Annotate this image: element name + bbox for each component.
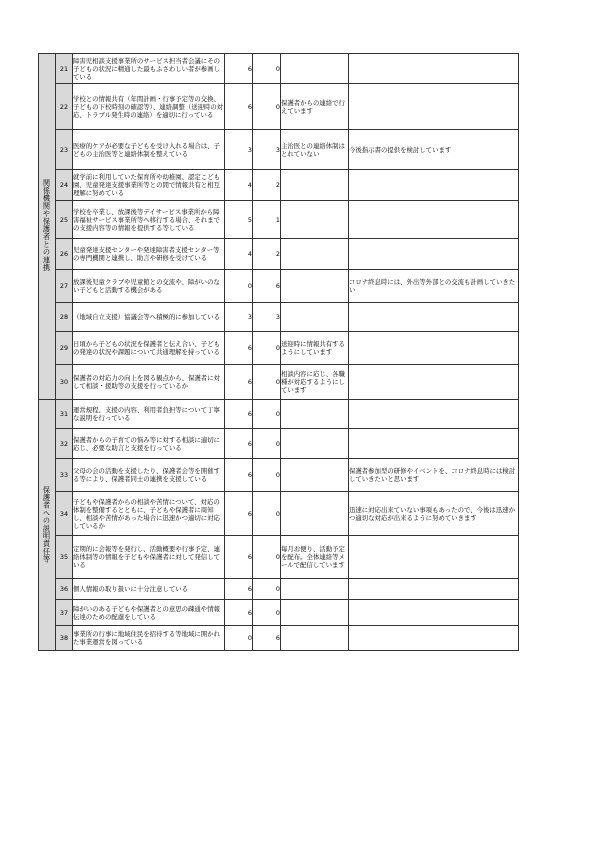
item-text: 就学前に利用していた保育所や幼稚園、認定こども園、児童発達支援事業所等との間で情報共有と相互理解に努めている bbox=[73, 170, 225, 201]
item-text: 事業所の行事に地域住民を招待する等地域に開かれた事業運営を図っている bbox=[73, 626, 225, 651]
note-text bbox=[281, 239, 349, 270]
note-text bbox=[281, 400, 349, 429]
table-row bbox=[39, 84, 519, 130]
yes-count: 0 bbox=[225, 270, 253, 303]
no-count: 0 bbox=[253, 579, 281, 600]
yes-count: 6 bbox=[225, 459, 253, 492]
item-text: 運営規程、支援の内容、利用者負担等について丁寧な説明を行っている bbox=[73, 400, 225, 429]
table-row bbox=[39, 303, 519, 332]
category-cell bbox=[39, 400, 56, 651]
item-number: 28 bbox=[56, 303, 73, 332]
no-count: 0 bbox=[253, 54, 281, 84]
table-row bbox=[39, 170, 519, 201]
no-count: 0 bbox=[253, 400, 281, 429]
yes-count: 5 bbox=[225, 201, 253, 239]
no-count: 0 bbox=[253, 332, 281, 365]
item-text: 日頃から子どもの状況を保護者と伝え合い、子どもの発達の状況や課題について共通理解を持っている bbox=[73, 332, 225, 365]
yes-count: 0 bbox=[225, 626, 253, 651]
yes-count: 6 bbox=[225, 579, 253, 600]
no-count: 6 bbox=[253, 270, 281, 303]
improvement-plan bbox=[349, 626, 519, 651]
no-count: 0 bbox=[253, 365, 281, 400]
table-row bbox=[39, 270, 519, 303]
item-number: 30 bbox=[56, 365, 73, 400]
item-text: 児童発達支援センターや発達障害者支援センター等の専門機関と連携し、助言や研修を受けている bbox=[73, 239, 225, 270]
no-count: 0 bbox=[253, 459, 281, 492]
item-number: 34 bbox=[56, 492, 73, 536]
no-count: 3 bbox=[253, 130, 281, 170]
table-row bbox=[39, 492, 519, 536]
improvement-plan bbox=[349, 365, 519, 400]
yes-count: 6 bbox=[225, 365, 253, 400]
note-text: 毎月お便り、活動予定を配布。全体連絡等メールで配信しています bbox=[281, 536, 349, 579]
category-label: 関係機関や保護者との連携 bbox=[42, 179, 52, 272]
item-number: 31 bbox=[56, 400, 73, 429]
yes-count: 6 bbox=[225, 600, 253, 626]
yes-count: 4 bbox=[225, 170, 253, 201]
item-number: 21 bbox=[56, 54, 73, 84]
no-count: 1 bbox=[253, 201, 281, 239]
note-text bbox=[281, 600, 349, 626]
yes-count: 6 bbox=[225, 492, 253, 536]
no-count: 0 bbox=[253, 600, 281, 626]
no-count: 6 bbox=[253, 626, 281, 651]
yes-count: 6 bbox=[225, 332, 253, 365]
no-count: 3 bbox=[253, 303, 281, 332]
improvement-plan bbox=[349, 332, 519, 365]
item-number: 29 bbox=[56, 332, 73, 365]
improvement-plan bbox=[349, 54, 519, 84]
item-number: 25 bbox=[56, 201, 73, 239]
item-text: 定期的に会報等を発行し、活動概要や行事予定、連絡体制等の情報を子どもや保護者に対して発信している bbox=[73, 536, 225, 579]
item-number: 26 bbox=[56, 239, 73, 270]
note-text bbox=[281, 303, 349, 332]
item-number: 33 bbox=[56, 459, 73, 492]
no-count: 0 bbox=[253, 84, 281, 130]
improvement-plan bbox=[349, 84, 519, 130]
no-count: 2 bbox=[253, 170, 281, 201]
table-row bbox=[39, 579, 519, 600]
category-cell bbox=[39, 54, 56, 400]
note-text bbox=[281, 626, 349, 651]
improvement-plan: 保護者参加型の研修やイベントを、コロナ終息時には検討していきたいと思います bbox=[349, 459, 519, 492]
table-row bbox=[39, 239, 519, 270]
item-text: 医療的ケアが必要な子どもを受け入れる場合は、子どもの主治医等と連絡体制を整えている bbox=[73, 130, 225, 170]
item-text: 個人情報の取り扱いに十分注意している bbox=[73, 579, 225, 600]
note-text bbox=[281, 270, 349, 303]
no-count: 0 bbox=[253, 429, 281, 459]
evaluation-table bbox=[38, 53, 519, 651]
item-text: （地域自立支援）協議会等へ積極的に参加している bbox=[73, 303, 225, 332]
no-count: 2 bbox=[253, 239, 281, 270]
improvement-plan bbox=[349, 170, 519, 201]
note-text bbox=[281, 579, 349, 600]
item-number: 36 bbox=[56, 579, 73, 600]
item-number: 32 bbox=[56, 429, 73, 459]
category-label: 保護者への説明責任等 bbox=[42, 485, 52, 563]
note-text bbox=[281, 54, 349, 84]
improvement-plan bbox=[349, 429, 519, 459]
note-text: 保護者からの連絡で行えています bbox=[281, 84, 349, 130]
item-text: 保護者の対応力の向上を図る観点から、保護者に対して相談・援助等の支援を行っているか bbox=[73, 365, 225, 400]
yes-count: 6 bbox=[225, 400, 253, 429]
yes-count: 6 bbox=[225, 54, 253, 84]
note-text bbox=[281, 429, 349, 459]
item-text: 保護者からの子育ての悩み等に対する相談に適切に応じ、必要な助言と支援を行っている bbox=[73, 429, 225, 459]
table-row bbox=[39, 130, 519, 170]
table-row bbox=[39, 600, 519, 626]
item-number: 27 bbox=[56, 270, 73, 303]
note-text: 送迎時に情報共有するようにしています bbox=[281, 332, 349, 365]
no-count: 0 bbox=[253, 536, 281, 579]
yes-count: 6 bbox=[225, 84, 253, 130]
note-text bbox=[281, 170, 349, 201]
table-row bbox=[39, 201, 519, 239]
improvement-plan bbox=[349, 400, 519, 429]
item-number: 37 bbox=[56, 600, 73, 626]
table-row bbox=[39, 429, 519, 459]
item-number: 38 bbox=[56, 626, 73, 651]
item-text: 子どもや保護者からの相談や苦情について、対応の体制を整備するとともに、子どもや保護者に周知し、相談や苦情があった場合に迅速かつ適切に対応しているか bbox=[73, 492, 225, 536]
yes-count: 3 bbox=[225, 130, 253, 170]
note-text bbox=[281, 459, 349, 492]
item-number: 23 bbox=[56, 130, 73, 170]
note-text bbox=[281, 492, 349, 536]
table-row bbox=[39, 626, 519, 651]
table-row bbox=[39, 54, 519, 84]
yes-count: 4 bbox=[225, 239, 253, 270]
improvement-plan bbox=[349, 239, 519, 270]
table-row bbox=[39, 365, 519, 400]
item-number: 35 bbox=[56, 536, 73, 579]
note-text bbox=[281, 201, 349, 239]
improvement-plan bbox=[349, 600, 519, 626]
yes-count: 6 bbox=[225, 429, 253, 459]
item-text: 放課後児童クラブや児童館との交流や、障がいのない子どもと活動する機会がある bbox=[73, 270, 225, 303]
improvement-plan: コロナ終息時には、外出等外部との交流も計画していきたい bbox=[349, 270, 519, 303]
improvement-plan bbox=[349, 579, 519, 600]
table-row bbox=[39, 536, 519, 579]
improvement-plan bbox=[349, 536, 519, 579]
yes-count: 6 bbox=[225, 536, 253, 579]
table-row bbox=[39, 332, 519, 365]
note-text: 相談内容に応じ、各職種が対応するようにしています bbox=[281, 365, 349, 400]
improvement-plan bbox=[349, 303, 519, 332]
item-text: 障がいのある子どもや保護者との意思の疎通や情報伝達のための配慮をしている bbox=[73, 600, 225, 626]
no-count: 0 bbox=[253, 492, 281, 536]
item-number: 24 bbox=[56, 170, 73, 201]
item-text: 父母の会の活動を支援したり、保護者会等を開催する等により、保護者同士の連携を支援している bbox=[73, 459, 225, 492]
improvement-plan: 迅速に対応出来ていない事項もあったので、今後は迅速かつ適切な対応が出来るように努めていきます bbox=[349, 492, 519, 536]
yes-count: 3 bbox=[225, 303, 253, 332]
item-text: 障害児相談支援事業所のサービス担当者会議にその子どもの状況に精通した最もふさわしい者が参画している bbox=[73, 54, 225, 84]
item-number: 22 bbox=[56, 84, 73, 130]
table-row bbox=[39, 400, 519, 429]
table-row bbox=[39, 459, 519, 492]
item-text: 学校との情報共有（年間計画・行事予定等の交換、子どもの下校時刻の確認等）、連絡調整（送迎時の対応、トラブル発生時の連絡）を適切に行っている bbox=[73, 84, 225, 130]
item-text: 学校を卒業し、放課後等デイサービス事業所から障害福祉サービス事業所等へ移行する場合、それまでの支援内容等の情報を提供する等している bbox=[73, 201, 225, 239]
improvement-plan bbox=[349, 201, 519, 239]
note-text: 主治医との連絡体制はとれていない bbox=[281, 130, 349, 170]
improvement-plan: 今後指示書の提供を検討しています bbox=[349, 130, 519, 170]
